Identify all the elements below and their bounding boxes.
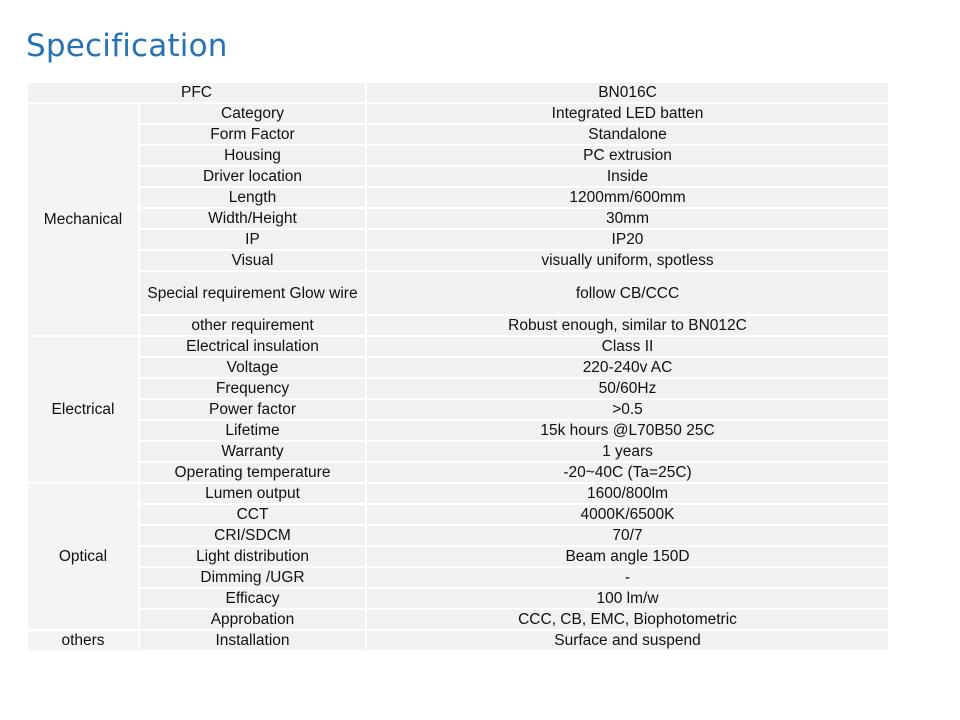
spec-label: Approbation	[139, 609, 366, 630]
table-row	[27, 441, 889, 462]
spec-label: Light distribution	[139, 546, 366, 567]
group-label-optical: Optical	[27, 483, 139, 630]
header-value-cell: BN016C	[366, 82, 889, 103]
spec-value: PC extrusion	[366, 145, 889, 166]
spec-label: IP	[139, 229, 366, 250]
table-header-row	[27, 82, 889, 103]
table-row	[27, 420, 889, 441]
spec-value: 70/7	[366, 525, 889, 546]
spec-label: Form Factor	[139, 124, 366, 145]
table-row	[27, 504, 889, 525]
spec-label: other requirement	[139, 315, 366, 336]
header-label-cell: PFC	[27, 82, 366, 103]
group-label-others: others	[27, 630, 139, 651]
spec-label: Warranty	[139, 441, 366, 462]
group-label-mechanical: Mechanical	[27, 103, 139, 336]
spec-value: Robust enough, similar to BN012C	[366, 315, 889, 336]
spec-value: >0.5	[366, 399, 889, 420]
spec-value: IP20	[366, 229, 889, 250]
spec-value: 100 lm/w	[366, 588, 889, 609]
table-row	[27, 229, 889, 250]
table-row	[27, 124, 889, 145]
spec-label: Electrical insulation	[139, 336, 366, 357]
spec-label: Driver location	[139, 166, 366, 187]
spec-value: Class II	[366, 336, 889, 357]
spec-value: 30mm	[366, 208, 889, 229]
table-row	[27, 609, 889, 630]
spec-label: Operating temperature	[139, 462, 366, 483]
spec-value: -20~40C (Ta=25C)	[366, 462, 889, 483]
spec-label: Special requirement Glow wire	[139, 271, 366, 315]
spec-label: CRI/SDCM	[139, 525, 366, 546]
spec-value: visually uniform, spotless	[366, 250, 889, 271]
spec-value: -	[366, 567, 889, 588]
table-row	[27, 378, 889, 399]
spec-label: Visual	[139, 250, 366, 271]
spec-label: Housing	[139, 145, 366, 166]
spec-value: Beam angle 150D	[366, 546, 889, 567]
spec-value: Standalone	[366, 124, 889, 145]
table-row	[27, 399, 889, 420]
spec-value: 4000K/6500K	[366, 504, 889, 525]
spec-value: Inside	[366, 166, 889, 187]
spec-value: 50/60Hz	[366, 378, 889, 399]
spec-value: 1600/800lm	[366, 483, 889, 504]
table-row	[27, 546, 889, 567]
table-row	[27, 336, 889, 357]
spec-label: Efficacy	[139, 588, 366, 609]
table-row	[27, 145, 889, 166]
spec-label: Installation	[139, 630, 366, 651]
spec-label: Lumen output	[139, 483, 366, 504]
table-row	[27, 630, 889, 651]
table-row	[27, 525, 889, 546]
spec-value: Surface and suspend	[366, 630, 889, 651]
spec-value: CCC, CB, EMC, Biophotometric	[366, 609, 889, 630]
spec-label: Dimming /UGR	[139, 567, 366, 588]
spec-value: 1 years	[366, 441, 889, 462]
specification-table	[26, 81, 890, 652]
table-row	[27, 166, 889, 187]
spec-label: Category	[139, 103, 366, 124]
table-row	[27, 315, 889, 336]
spec-label: Voltage	[139, 357, 366, 378]
spec-label: Width/Height	[139, 208, 366, 229]
spec-value: 220-240v AC	[366, 357, 889, 378]
table-row	[27, 588, 889, 609]
spec-value: 1200mm/600mm	[366, 187, 889, 208]
spec-label: Length	[139, 187, 366, 208]
spec-value: Integrated LED batten	[366, 103, 889, 124]
spec-label: Lifetime	[139, 420, 366, 441]
spec-label: CCT	[139, 504, 366, 525]
page-title: Specification	[26, 28, 228, 64]
table-row	[27, 357, 889, 378]
table-row	[27, 271, 889, 315]
table-row	[27, 567, 889, 588]
spec-value: 15k hours @L70B50 25C	[366, 420, 889, 441]
spec-value: follow CB/CCC	[366, 271, 889, 315]
group-label-electrical: Electrical	[27, 336, 139, 483]
spec-label: Power factor	[139, 399, 366, 420]
table-row	[27, 187, 889, 208]
table-row	[27, 208, 889, 229]
table-row	[27, 483, 889, 504]
table-row	[27, 462, 889, 483]
table-row	[27, 250, 889, 271]
spec-label: Frequency	[139, 378, 366, 399]
table-row	[27, 103, 889, 124]
